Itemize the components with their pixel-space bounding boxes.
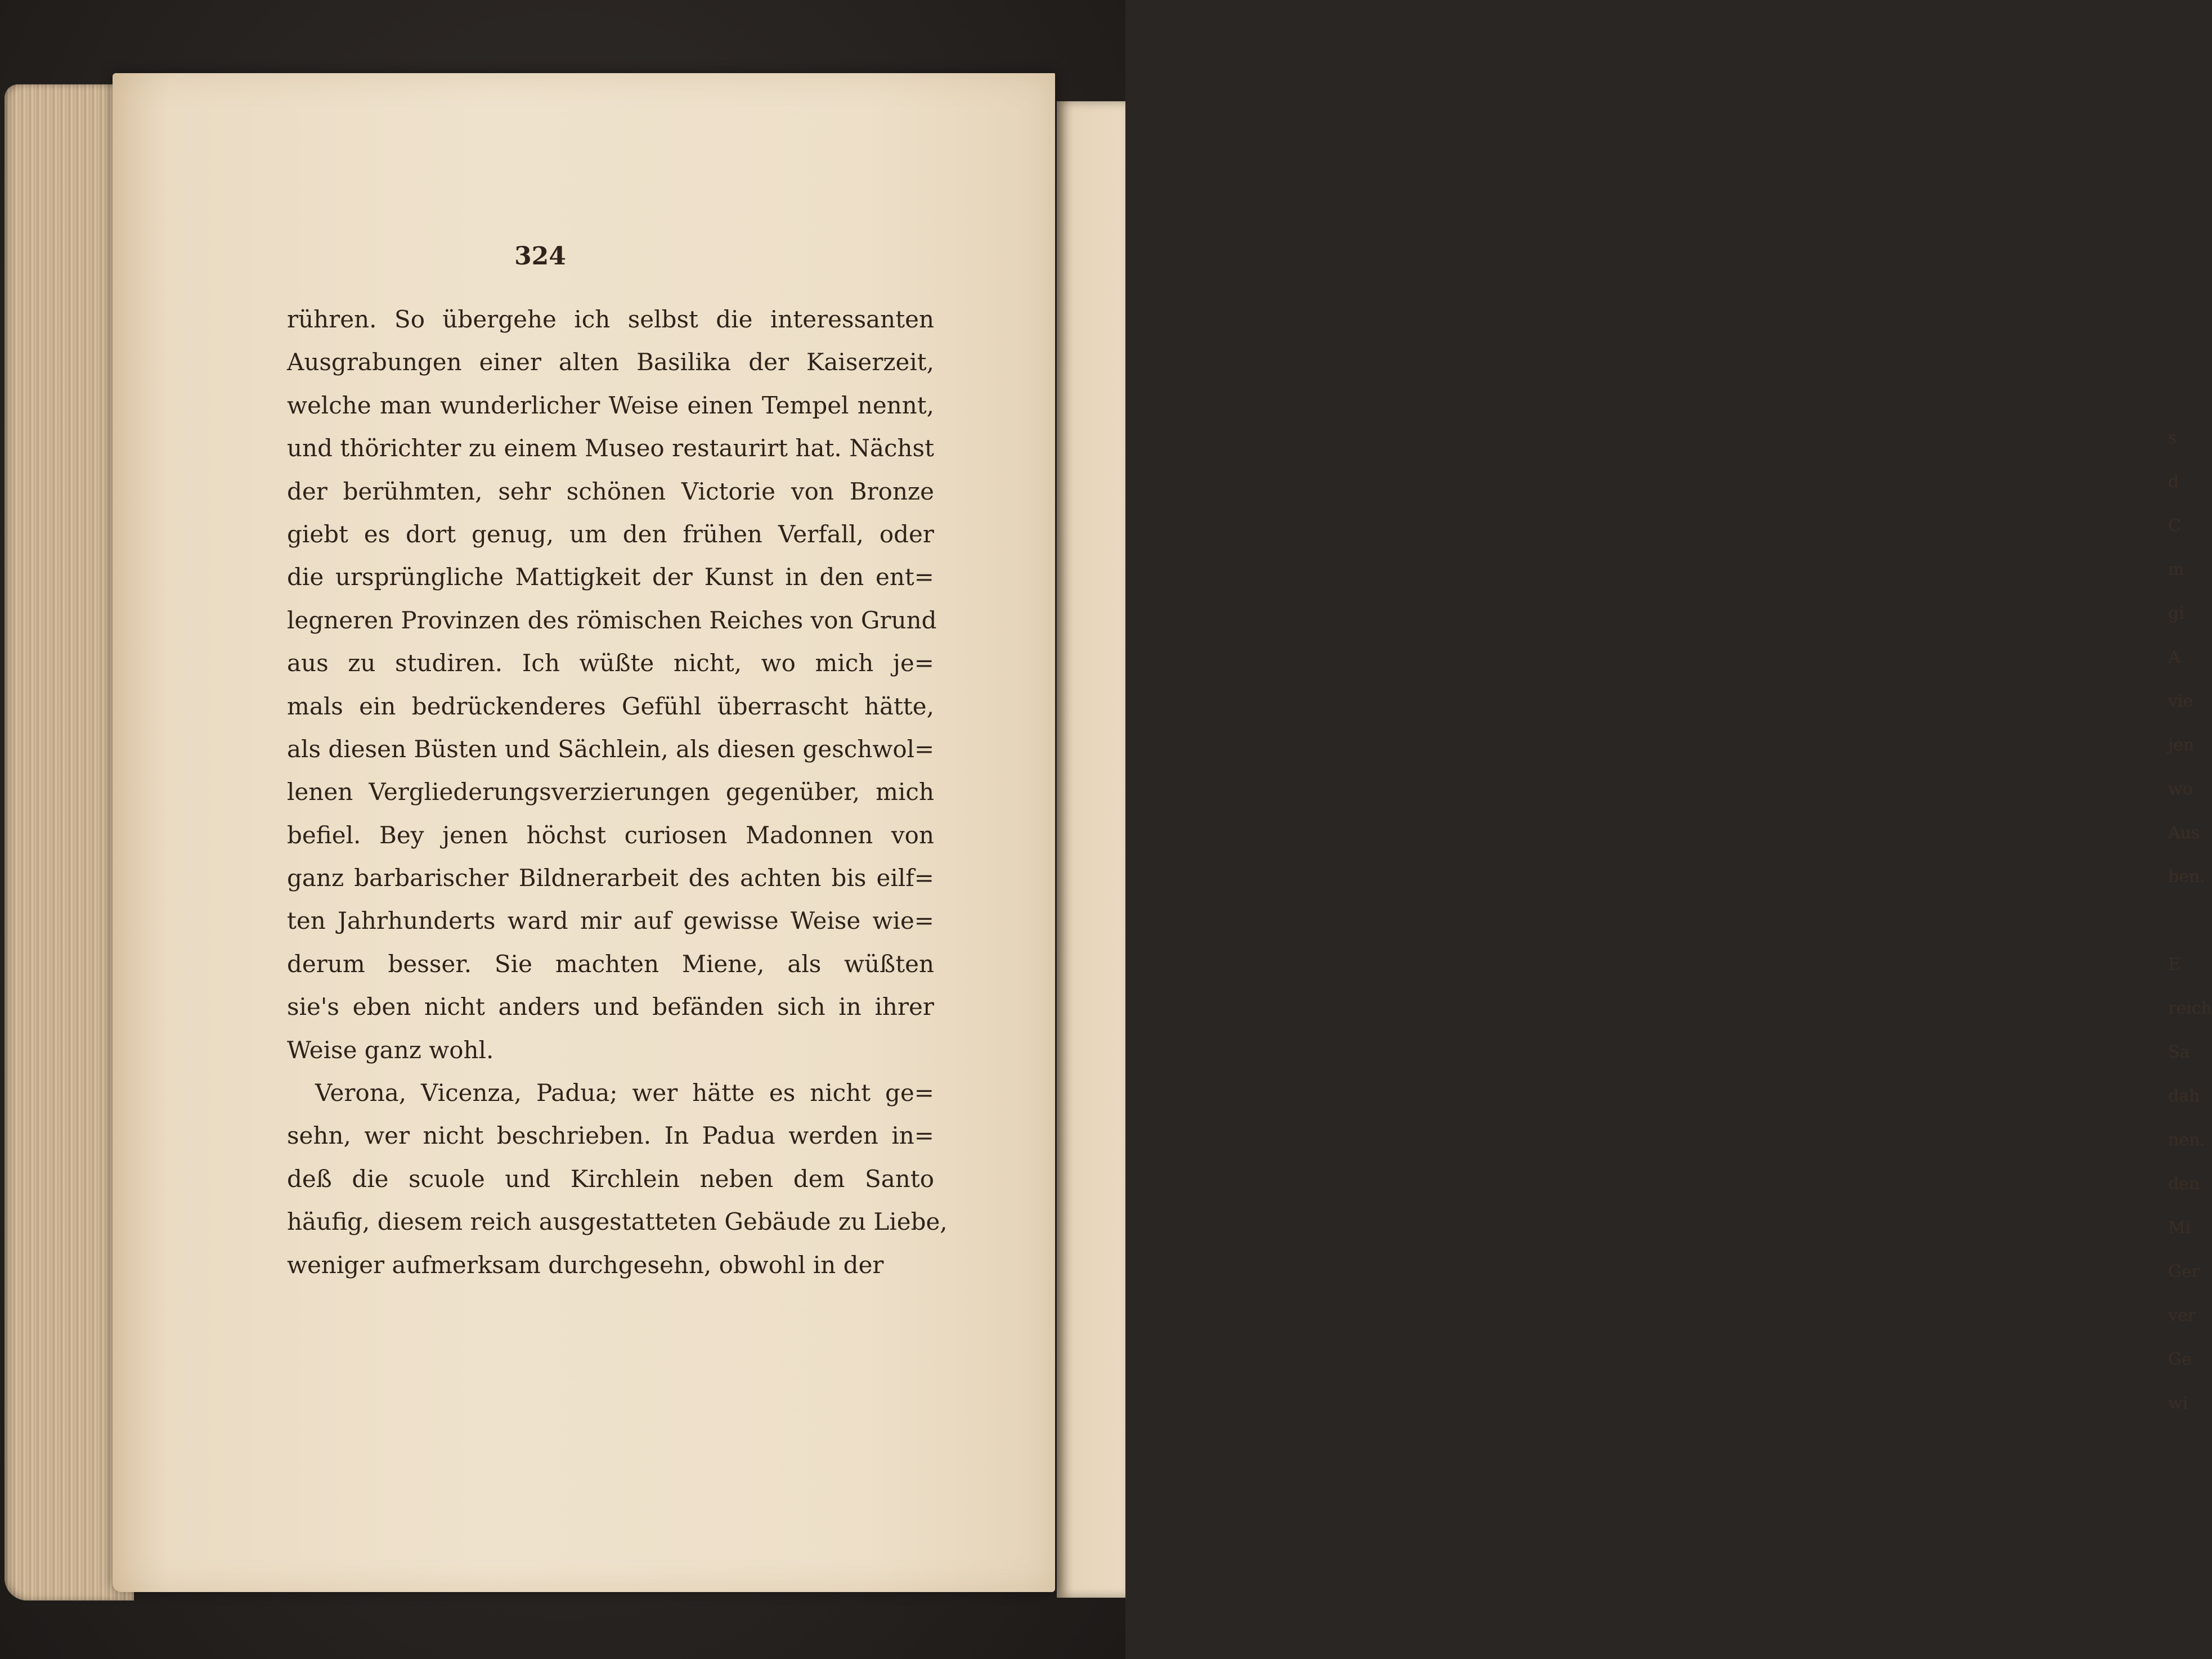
text-line: sie's eben nicht anders und befänden sich in ihrer [287, 993, 934, 1021]
facing-page-fragment: Ge [2168, 1350, 2192, 1369]
text-line: lenen Vergliederungsverzierungen gegenüber, mich [287, 778, 934, 806]
facing-page-fragment: vie [2168, 691, 2193, 711]
text-line: Ausgrabungen einer alten Basilika der Kaiserzeit, [287, 348, 934, 376]
text-line: als diesen Büsten und Sächlein, als diesen geschwol= [287, 735, 935, 763]
text-line: legneren Provinzen des römischen Reiches von Grund [287, 606, 937, 634]
text-line: derum besser. Sie machten Miene, als wüßten [287, 950, 934, 978]
facing-page-fragments [2168, 416, 2212, 1426]
facing-page-fragment: Aus [2168, 823, 2200, 843]
text-line: ganz barbarischer Bildnerarbeit des achten bis eilf= [287, 864, 934, 892]
facing-page-fragment: wo [2168, 779, 2193, 799]
page-text [287, 298, 948, 1287]
text-line: Weise ganz wohl. [287, 1036, 494, 1064]
facing-page-fragment: wi [2168, 1393, 2188, 1413]
facing-page-fragment [2168, 899, 2182, 943]
text-line: der berühmten, sehr schönen Victorie von Bronze [287, 477, 934, 505]
facing-page-fragment: ben. [2168, 867, 2205, 887]
text-line: deß die scuole und Kirchlein neben dem Santo [287, 1165, 934, 1193]
text-line: häufig, diesem reich ausgestatteten Gebäude zu Liebe, [287, 1208, 948, 1236]
text-line: und thörichter zu einem Museo restaurirt hat. Nächst [287, 434, 934, 462]
text-line: sehn, wer nicht beschrieben. In Padua werden in= [287, 1122, 934, 1150]
text-line: weniger aufmerksam durchgesehn, obwohl in der [287, 1251, 884, 1279]
text-line: befiel. Bey jenen höchst curiosen Madonnen von [287, 821, 934, 849]
text-line: welche man wunderlicher Weise einen Tempel nennt, [287, 391, 934, 419]
facing-page-fragment: ver [2168, 1306, 2196, 1325]
facing-page-fragment: d [2168, 472, 2179, 492]
page-number: 324 [514, 242, 566, 271]
text-line: ten Jahrhunderts ward mir auf gewisse Weise wie= [287, 907, 934, 935]
text-line: giebt es dort genug, um den frühen Verfall, oder [287, 520, 934, 548]
text-line: aus zu studiren. Ich wüßte nicht, wo mich je= [287, 649, 934, 677]
facing-page-fragment: Ger [2168, 1262, 2200, 1282]
text-line: die ursprüngliche Mattigkeit der Kunst in den ent= [287, 563, 934, 591]
text-line: Verona, Vicenza, Padua; wer hätte es nicht ge= [315, 1079, 934, 1107]
facing-page-fragment: gi [2168, 604, 2184, 623]
facing-page-fragment: dah [2168, 1086, 2200, 1106]
text-line: rühren. So übergehe ich selbst die interessanten [287, 305, 934, 333]
facing-page-fragment: m [2168, 560, 2184, 579]
facing-page-fragment: den [2168, 1174, 2200, 1194]
facing-page-fragment: E [2168, 955, 2180, 974]
facing-page-fragment: Sa [2168, 1042, 2190, 1062]
facing-page-fragment: Mi [2168, 1218, 2191, 1238]
facing-page-fragment: jen [2168, 735, 2195, 755]
facing-page-fragment: reich [2168, 999, 2212, 1018]
facing-page-fragment: C [2168, 516, 2181, 536]
facing-page-fragment: A [2168, 648, 2180, 667]
facing-page-edge [1057, 101, 2212, 1598]
text-line: mals ein bedrückenderes Gefühl überrascht hätte, [287, 692, 934, 720]
facing-page-fragment: s [2168, 428, 2177, 448]
facing-page-fragment: nen. [2168, 1130, 2205, 1150]
